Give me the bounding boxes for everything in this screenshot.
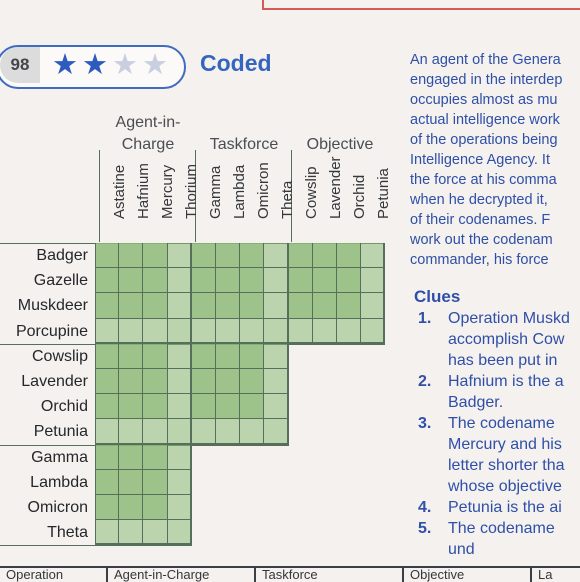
clue-line: [418, 394, 503, 412]
clue-text: Operation Muskd: [448, 310, 570, 327]
star-empty-icon: ★: [142, 49, 168, 81]
grid-cell[interactable]: [216, 344, 240, 369]
grid-cell[interactable]: [119, 369, 143, 394]
column-header: [315, 92, 344, 242]
intro-line: Intelligence Agency. It: [410, 152, 550, 168]
grid-cell[interactable]: [289, 293, 313, 318]
clue-text: Mercury and his: [448, 436, 562, 453]
solution-header-taskforce: Taskforce: [256, 568, 404, 582]
grid-cell[interactable]: [119, 319, 143, 344]
grid-cell[interactable]: [240, 319, 264, 344]
clue-line: [418, 457, 565, 475]
row-header: Orchid: [40, 398, 88, 416]
column-header: [291, 92, 320, 242]
clues-heading: Clues: [414, 287, 461, 306]
grid-cell[interactable]: [313, 268, 337, 293]
grid-cell[interactable]: [264, 394, 288, 419]
clue-number: 1.: [418, 310, 432, 327]
grid-cell[interactable]: [313, 293, 337, 318]
grid-cell[interactable]: [337, 268, 361, 293]
star-filled-icon: ★: [52, 49, 78, 81]
grid-cell[interactable]: [143, 520, 167, 545]
column-header-label: Omicron: [255, 162, 272, 219]
grid-cell[interactable]: [313, 243, 337, 268]
group-header-objective: Objective: [306, 136, 374, 153]
column-header-label: Mercury: [159, 164, 176, 219]
grid-cell[interactable]: [95, 445, 119, 470]
grid-cell[interactable]: [119, 394, 143, 419]
intro-line: occupies almost as mu: [410, 92, 558, 108]
column-header: [267, 92, 296, 242]
grid-cell[interactable]: [337, 293, 361, 318]
grid-cell[interactable]: [361, 243, 385, 268]
column-header-label: Hafnium: [135, 163, 152, 219]
grid-cell[interactable]: [192, 293, 216, 318]
grid-cell[interactable]: [168, 520, 192, 545]
clue-line: [418, 478, 562, 496]
grid-cell[interactable]: [240, 293, 264, 318]
grid-cell[interactable]: [264, 369, 288, 394]
star-filled-icon: ★: [82, 49, 108, 81]
clue-line: [418, 310, 570, 328]
grid-cell[interactable]: [361, 319, 385, 344]
puzzle-title: Coded: [200, 50, 272, 76]
grid-cell[interactable]: [240, 344, 264, 369]
intro-line: engaged in the interdep: [410, 72, 563, 88]
grid-cell[interactable]: [192, 369, 216, 394]
column-header: [171, 92, 200, 242]
clue-text: Petunia is the ai: [448, 499, 562, 516]
grid-cell[interactable]: [168, 243, 192, 268]
group-header-taskforce: Taskforce: [209, 136, 279, 153]
grid-cell[interactable]: [240, 243, 264, 268]
grid-cell[interactable]: [313, 319, 337, 344]
grid-cell[interactable]: [168, 470, 192, 495]
grid-cell[interactable]: [240, 394, 264, 419]
grid-cell[interactable]: [119, 445, 143, 470]
grid-cell[interactable]: [143, 268, 167, 293]
column-header: [195, 92, 224, 242]
solution-header-agent: Agent-in-Charge: [108, 568, 256, 582]
column-header: [363, 92, 392, 242]
intro-line: of the operations being: [410, 132, 558, 148]
grid-cell[interactable]: [168, 419, 192, 444]
grid-cell[interactable]: [143, 470, 167, 495]
grid-cell[interactable]: [119, 243, 143, 268]
grid-cell[interactable]: [240, 419, 264, 444]
grid-cell[interactable]: [168, 394, 192, 419]
grid-cell[interactable]: [192, 243, 216, 268]
grid-cell[interactable]: [216, 394, 240, 419]
grid-cell[interactable]: [95, 243, 119, 268]
grid-cell[interactable]: [192, 319, 216, 344]
grid-cell[interactable]: [119, 520, 143, 545]
grid-cell[interactable]: [143, 293, 167, 318]
intro-line: when he decrypted it,: [410, 192, 548, 208]
grid-cell[interactable]: [119, 344, 143, 369]
grid-cell[interactable]: [264, 419, 288, 444]
grid-cell[interactable]: [337, 319, 361, 344]
column-header-label: Astatine: [111, 164, 128, 219]
grid-cell[interactable]: [95, 470, 119, 495]
clue-text: Hafnium is the a: [448, 373, 564, 390]
row-header: Theta: [47, 524, 88, 542]
row-header: Lambda: [30, 473, 88, 491]
grid-cell[interactable]: [168, 268, 192, 293]
grid-cell[interactable]: [119, 268, 143, 293]
clue-line: [418, 436, 562, 454]
grid-cell[interactable]: [168, 445, 192, 470]
grid-cell[interactable]: [119, 495, 143, 520]
clue-line: [418, 520, 555, 538]
row-header: Lavender: [21, 373, 88, 390]
column-header: [219, 92, 248, 242]
grid-cell[interactable]: [143, 445, 167, 470]
solution-header-extra: La: [538, 568, 553, 582]
grid-cell[interactable]: [216, 243, 240, 268]
clue-number: 4.: [418, 499, 432, 516]
grid-cell[interactable]: [192, 419, 216, 444]
grid-cell[interactable]: [216, 268, 240, 293]
grid-cell[interactable]: [143, 495, 167, 520]
solution-header-objective: Objective: [404, 568, 532, 582]
clue-number: 3.: [418, 415, 432, 432]
grid-cell[interactable]: [361, 268, 385, 293]
page-top-rule: [262, 0, 580, 10]
clue-line: [418, 415, 555, 433]
grid-cell[interactable]: [95, 344, 119, 369]
column-header-label: Orchid: [351, 174, 368, 219]
grid-cell[interactable]: [264, 319, 288, 344]
grid-cell[interactable]: [119, 470, 143, 495]
row-header: Gazelle: [33, 272, 88, 290]
clue-line: [418, 331, 564, 349]
clue-text: The codename: [448, 520, 555, 537]
clue-text: Badger.: [448, 394, 504, 411]
grid-cell[interactable]: [337, 243, 361, 268]
group-header-agent: Agent-in-: [115, 114, 181, 131]
clue-number: 5.: [418, 520, 432, 537]
grid-cell[interactable]: [289, 268, 313, 293]
intro-line: commander, his force: [410, 252, 549, 268]
grid-cell[interactable]: [264, 243, 288, 268]
grid-cell[interactable]: [216, 319, 240, 344]
intro-line: actual intelligence work: [410, 112, 560, 128]
row-header: Muskdeer: [17, 297, 88, 315]
column-header-label: Thorium: [183, 163, 200, 219]
clue-text: whose objective: [448, 478, 562, 495]
grid-cell[interactable]: [264, 344, 288, 369]
grid-cell[interactable]: [143, 419, 167, 444]
column-header-label: Gamma: [207, 165, 224, 219]
row-header: Badger: [36, 247, 88, 264]
grid-cell[interactable]: [216, 419, 240, 444]
grid-cell[interactable]: [264, 293, 288, 318]
clue-line: [418, 541, 475, 559]
clue-text: accomplish Cow: [448, 331, 565, 348]
column-header-label: Theta: [279, 180, 296, 219]
column-header-label: Cowslip: [303, 166, 320, 219]
clue-number: 2.: [418, 373, 432, 390]
grid-cell[interactable]: [168, 344, 192, 369]
clue-text: und: [448, 541, 475, 558]
clue-text: The codename: [448, 415, 555, 432]
grid-cell[interactable]: [95, 495, 119, 520]
column-header-label: Petunia: [375, 168, 392, 219]
grid-cell[interactable]: [192, 268, 216, 293]
grid-cell[interactable]: [289, 243, 313, 268]
clue-line: [418, 499, 562, 517]
column-header-label: Lavender: [327, 156, 344, 219]
row-header: Cowslip: [31, 347, 88, 365]
grid-cell[interactable]: [95, 293, 119, 318]
clue-line: [418, 373, 564, 391]
grid-cell[interactable]: [143, 344, 167, 369]
grid-cell[interactable]: [192, 344, 216, 369]
row-header: Omicron: [27, 499, 88, 516]
grid-cell[interactable]: [168, 293, 192, 318]
intro-line: the force at his comma: [410, 172, 557, 188]
clue-line: [418, 352, 557, 370]
grid-cell[interactable]: [216, 293, 240, 318]
column-header: [339, 92, 368, 242]
grid-cell[interactable]: [119, 419, 143, 444]
grid-cell[interactable]: [95, 520, 119, 545]
row-header: Porcupine: [15, 322, 88, 340]
grid-cell[interactable]: [143, 243, 167, 268]
solution-header-operation: Operation: [0, 568, 108, 582]
grid-cell[interactable]: [95, 319, 119, 344]
block-divider: [0, 545, 192, 546]
grid-cell[interactable]: [143, 394, 167, 419]
column-header: [243, 92, 272, 242]
grid-cell[interactable]: [143, 369, 167, 394]
grid-cell[interactable]: [168, 369, 192, 394]
grid-cell[interactable]: [95, 394, 119, 419]
column-header: [99, 92, 128, 242]
star-empty-icon: ★: [112, 49, 138, 81]
grid-cell[interactable]: [119, 293, 143, 318]
grid-cell[interactable]: [95, 369, 119, 394]
grid-cell[interactable]: [168, 495, 192, 520]
grid-cell[interactable]: [289, 319, 313, 344]
grid-cell[interactable]: [361, 293, 385, 318]
grid-cell[interactable]: [143, 319, 167, 344]
row-header: Gamma: [31, 448, 88, 466]
intro-line: An agent of the Genera: [410, 52, 561, 68]
grid-cell[interactable]: [168, 319, 192, 344]
grid-cell[interactable]: [95, 419, 119, 444]
clue-text: letter shorter tha: [448, 457, 565, 474]
grid-cell[interactable]: [95, 268, 119, 293]
column-header-label: Lambda: [231, 164, 248, 219]
grid-cell[interactable]: [216, 369, 240, 394]
intro-line: of their codenames. F: [410, 212, 551, 228]
group-header-agent-2: Charge: [121, 136, 175, 153]
clue-text: has been put in: [448, 352, 558, 369]
grid-cell[interactable]: [240, 369, 264, 394]
row-header: Petunia: [33, 423, 88, 441]
puzzle-number: 98: [0, 47, 40, 83]
grid-cell[interactable]: [240, 268, 264, 293]
intro-line: work out the codenam: [410, 232, 553, 248]
grid-cell[interactable]: [264, 268, 288, 293]
grid-cell[interactable]: [192, 394, 216, 419]
